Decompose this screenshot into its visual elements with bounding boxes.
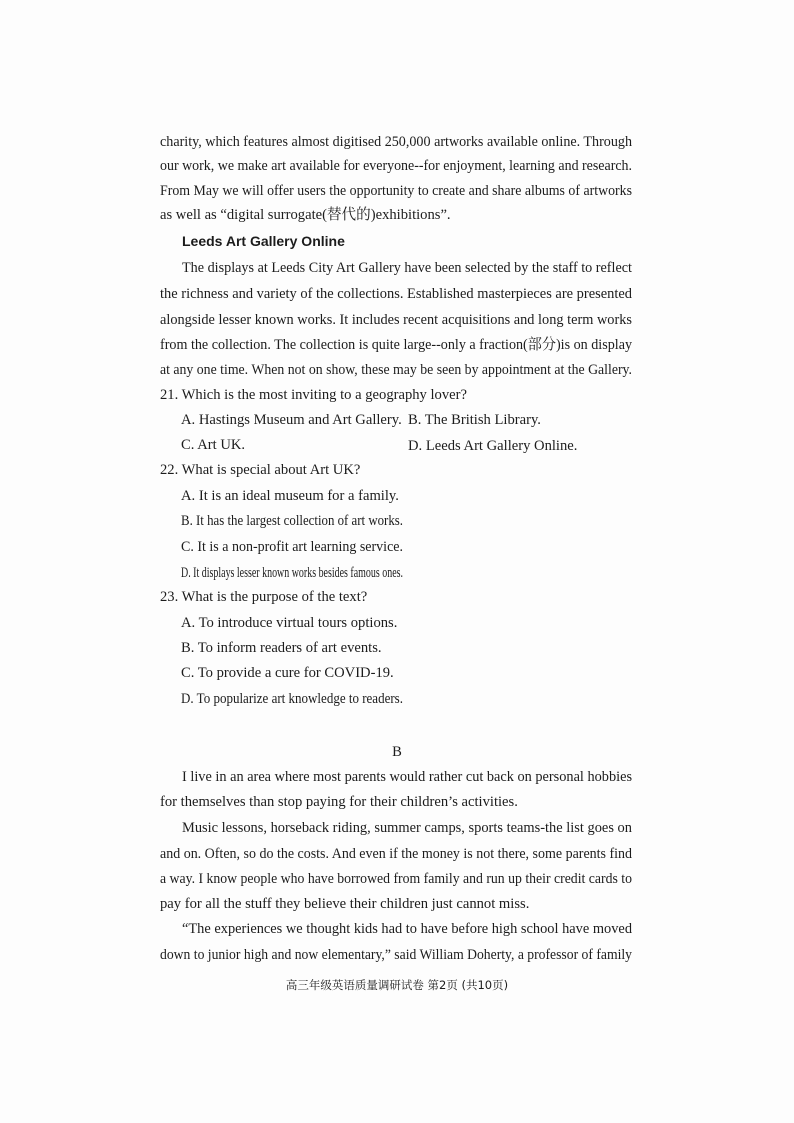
- text-line: and on. Often, so do the costs. And even if the money is not there, some parents find: [160, 846, 633, 862]
- option: C. To provide a cure for COVID-19.: [181, 665, 394, 681]
- text-line: alongside lesser known works. It includes recent acquisitions and long term works: [160, 312, 632, 328]
- question-stem: 23. What is the purpose of the text?: [160, 589, 368, 605]
- option: D. It displays lesser known works besides famous ones.: [181, 565, 403, 581]
- text-line: “The experiences we thought kids had to have before high school have moved: [182, 921, 633, 937]
- text-line: from the collection. The collection is quite large--only a fraction(部分)is on display: [160, 337, 633, 353]
- option: C. Art UK.: [181, 437, 246, 453]
- text-line: at any one time. When not on show, these may be seen by appointment at the Gallery.: [160, 362, 633, 378]
- option: C. It is a non-profit art learning service.: [181, 539, 404, 555]
- text-line: charity, which features almost digitised 250,000 artworks available online. Through: [160, 134, 633, 150]
- section-label: B: [392, 744, 402, 760]
- section-heading: Leeds Art Gallery Online: [182, 233, 345, 249]
- option: D. Leeds Art Gallery Online.: [408, 438, 578, 454]
- option: B. The British Library.: [408, 412, 541, 428]
- text-line: our work, we make art available for everyone--for enjoyment, learning and research.: [160, 158, 633, 174]
- option: B. To inform readers of art events.: [181, 640, 382, 656]
- text-line: as well as “digital surrogate(替代的)exhibitions”.: [160, 207, 451, 223]
- option: A. Hastings Museum and Art Gallery.: [181, 412, 402, 428]
- option: A. To introduce virtual tours options.: [181, 615, 398, 631]
- text-line: pay for all the stuff they believe their children just cannot miss.: [160, 896, 530, 912]
- option: D. To popularize art knowledge to readers.: [181, 691, 403, 707]
- text-line: Music lessons, horseback riding, summer camps, sports teams-the list goes on: [182, 820, 632, 836]
- question-stem: 22. What is special about Art UK?: [160, 462, 361, 478]
- text-line: the richness and variety of the collections. Established masterpieces are presented: [160, 286, 633, 302]
- text-line: a way. I know people who have borrowed from family and run up their credit cards to: [160, 871, 632, 887]
- text-line: I live in an area where most parents would rather cut back on personal hobbies: [182, 769, 633, 785]
- option: B. It has the largest collection of art works.: [181, 513, 404, 529]
- text-line: From May we will offer users the opportunity to create and share albums of artworks: [160, 183, 632, 199]
- text-line: down to junior high and now elementary,” said William Doherty, a professor of family: [160, 947, 632, 963]
- text-line: The displays at Leeds City Art Gallery have been selected by the staff to reflect: [182, 260, 632, 276]
- page-footer: 高三年级英语质量调研试卷 第2页 (共10页): [285, 978, 509, 992]
- text-line: for themselves than stop paying for their children’s activities.: [160, 794, 518, 810]
- question-stem: 21. Which is the most inviting to a geography lover?: [160, 387, 467, 403]
- option: A. It is an ideal museum for a family.: [181, 488, 399, 504]
